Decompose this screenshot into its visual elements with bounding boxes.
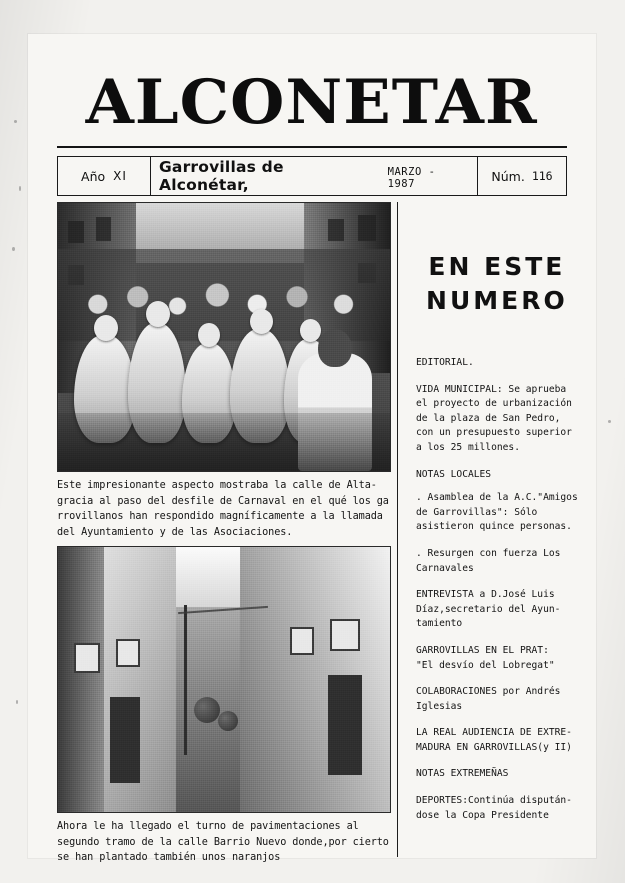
index-line: con un presupuesto superior	[416, 427, 572, 439]
index-item-vida-municipal[interactable]	[416, 383, 578, 456]
carnival-photo-caption	[57, 478, 389, 540]
caption-line: Este impresionante aspecto mostraba la calle de Alta-	[57, 480, 377, 491]
caption-line: Ahora le ha llegado el turno de pavimentaciones al	[57, 821, 359, 832]
column-divider	[397, 202, 398, 857]
masthead-title: ALCONETAR	[85, 66, 539, 138]
index-heading-line: NUMERO	[426, 286, 568, 315]
index-line: DEPORTES:Continúa dispután-	[416, 795, 572, 807]
index-line: COLABORACIONES por Andrés	[416, 686, 561, 698]
issue-number-value: 116	[531, 169, 553, 183]
index-line: de Garrovillas": Sólo	[416, 506, 538, 518]
index-line: ENTREVISTA a D.José Luis	[416, 589, 555, 601]
issue-number	[478, 157, 566, 195]
index-item-notas-locales[interactable]	[416, 468, 578, 483]
index-line: . Asamblea de la A.C."Amigos	[416, 492, 578, 504]
index-line: dose la Copa Presidente	[416, 809, 549, 821]
index-item-deportes[interactable]	[416, 794, 578, 823]
left-column	[57, 202, 397, 863]
index-line: tamiento	[416, 618, 463, 630]
page-body	[57, 202, 578, 863]
street-photo-caption	[57, 819, 389, 866]
index-line: Díaz,secretario del Ayun-	[416, 603, 561, 615]
carnival-street-photo	[57, 202, 391, 472]
scan-speck	[14, 120, 17, 123]
index-line: "El desvío del Lobregat"	[416, 659, 555, 671]
index-line: de la plaza de San Pedro,	[416, 412, 561, 424]
index-line: Iglesias	[416, 700, 463, 712]
issue-year-value: XI	[113, 169, 127, 183]
index-line: GARROVILLAS EN EL PRAT:	[416, 644, 549, 656]
issue-year	[58, 157, 151, 195]
index-item-el-prat[interactable]	[416, 644, 578, 673]
issue-place: Garrovillas de Alconétar,	[159, 158, 284, 194]
index-item-notas-extremenas[interactable]	[416, 767, 578, 782]
index-item-real-audiencia[interactable]	[416, 726, 578, 755]
scan-speck	[12, 247, 15, 251]
index-heading-line: EN ESTE	[428, 252, 566, 281]
issue-year-label: Año	[81, 168, 106, 184]
caption-line: se han plantado también unos naranjos	[57, 852, 281, 863]
issue-number-label: Núm.	[491, 168, 525, 184]
scan-speck	[19, 186, 21, 191]
issue-infobar	[57, 156, 567, 196]
index-item-asamblea[interactable]	[416, 491, 578, 535]
index-line: EDITORIAL.	[416, 357, 474, 368]
index-item-carnavales[interactable]	[416, 547, 578, 576]
index-line: Carnavales	[416, 562, 474, 574]
index-line: MADURA EN GARROVILLAS(y II)	[416, 741, 572, 753]
newspaper-page	[28, 34, 596, 863]
paved-street-photo	[57, 546, 391, 813]
index-line: NOTAS LOCALES	[416, 468, 492, 480]
index-line: el proyecto de urbanización	[416, 398, 572, 410]
scan-speck	[16, 700, 18, 704]
index-line: asistieron quince personas.	[416, 521, 572, 533]
index-line: NOTAS EXTREMEÑAS	[416, 768, 509, 780]
caption-line: gracia al paso del desfile de Carnaval en el qué los ga	[57, 495, 389, 507]
masthead	[57, 58, 567, 148]
scan-speck	[608, 420, 611, 423]
index-line: VIDA MUNICIPAL: Se aprueba	[416, 383, 567, 395]
index-item-entrevista[interactable]	[416, 588, 578, 632]
caption-line: del Ayuntamiento y de las Asociaciones.	[57, 526, 293, 538]
index-list	[416, 356, 578, 823]
issue-place-date	[151, 157, 478, 195]
issue-date: MARZO - 1987	[387, 165, 436, 190]
caption-line: rrovillanos han respondido magníficamente a la llamada	[57, 511, 383, 522]
index-heading	[416, 250, 578, 318]
index-item-colaboraciones[interactable]	[416, 685, 578, 714]
index-line: LA REAL AUDIENCIA DE EXTRE-	[416, 727, 572, 739]
right-column	[406, 202, 578, 857]
index-item-editorial[interactable]	[416, 356, 578, 371]
index-line: . Resurgen con fuerza Los	[416, 547, 561, 559]
index-line: a los 25 millones.	[416, 441, 520, 453]
caption-line: segundo tramo de la calle Barrio Nuevo donde,por cierto	[57, 836, 389, 848]
